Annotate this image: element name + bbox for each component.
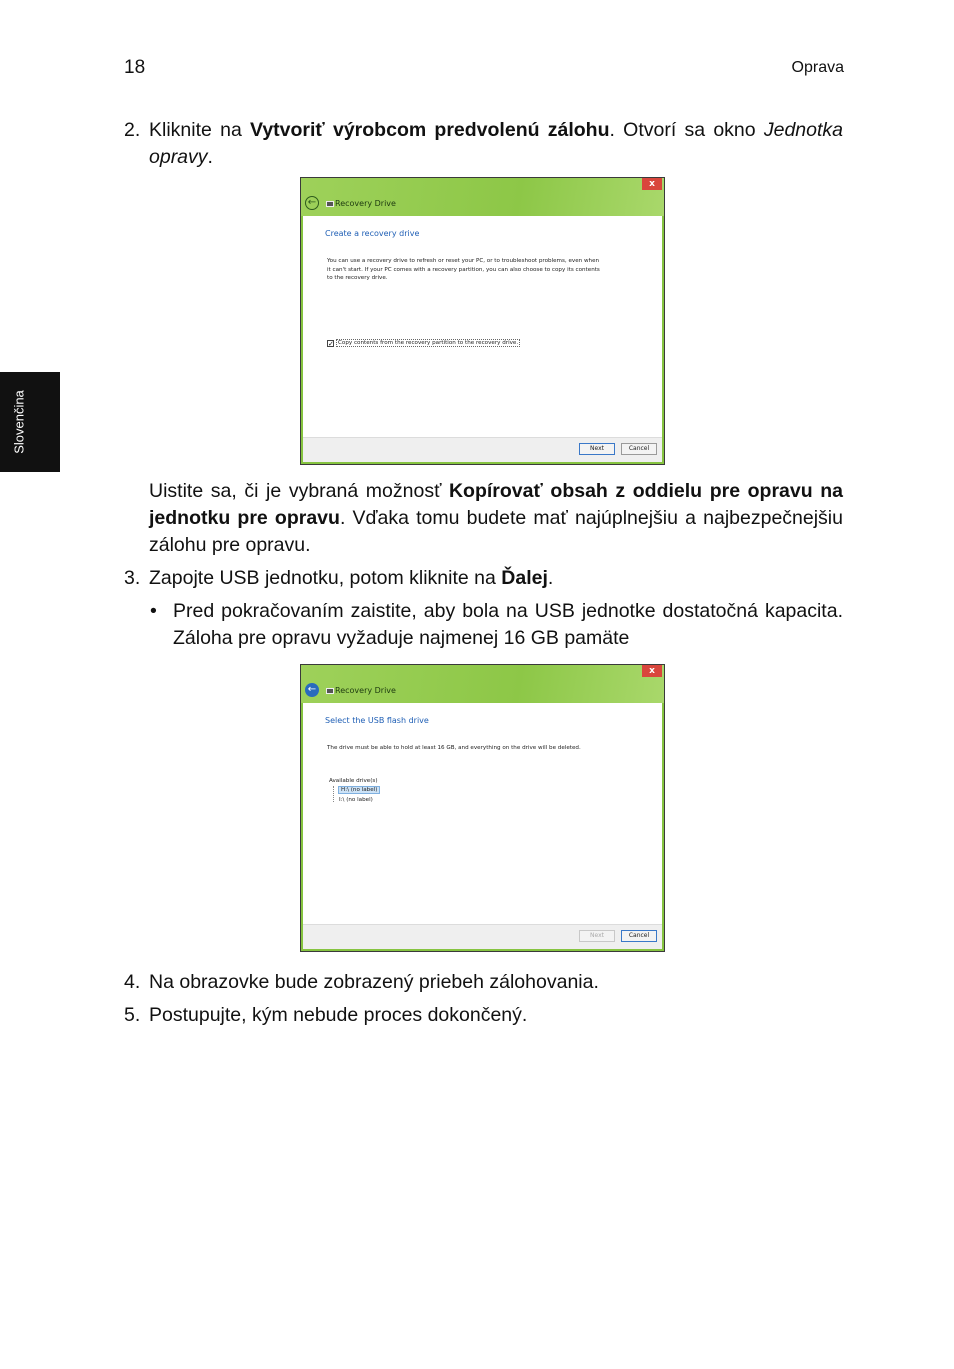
page-number: 18: [124, 57, 146, 78]
step-3-text: Zapojte USB jednotku, potom kliknite na Ďalej.: [149, 567, 554, 589]
language-label: Slovenčina: [11, 390, 27, 454]
window-2-body: The drive must be able to hold at least 16 GB, and everything on the drive will be deleted.: [327, 745, 581, 751]
step-4-text: Na obrazovke bude zobrazený priebeh zálohovania.: [149, 971, 599, 993]
recovery-drive-window-1: [300, 177, 665, 465]
step-5-text: Postupujte, kým nebude proces dokončený.: [149, 1004, 528, 1026]
drive-icon: [326, 688, 334, 694]
bullet-glyph: •: [150, 600, 157, 622]
cancel-button[interactable]: Cancel: [621, 930, 657, 942]
next-button[interactable]: Next: [579, 930, 615, 942]
back-arrow-icon[interactable]: ←: [305, 196, 319, 210]
step-2-number: 2.: [124, 119, 141, 141]
step-2-bold: Vytvoriť výrobcom predvolenú zálohu: [250, 119, 610, 141]
back-arrow-icon[interactable]: ←: [305, 683, 319, 697]
note-paragraph: Uistite sa, či je vybraná možnosť Kopírovať obsah z oddielu pre opravu na jednotku pre opravu. Vďaka tomu budete mať najúplnejšiu a najbezpečnejšiu zálohu pre opravu.: [149, 480, 843, 556]
language-side-tab: [0, 372, 60, 472]
note-bold: Kopírovať obsah z oddielu pre opravu na jednotku pre opravu: [149, 480, 843, 529]
drive-list-item[interactable]: [338, 787, 380, 793]
drive-i-item[interactable]: I:\ (no label): [339, 797, 373, 803]
recovery-drive-window-2: [300, 664, 665, 952]
window-1-title: Recovery Drive: [335, 199, 396, 208]
next-button[interactable]: Next: [579, 443, 615, 455]
close-button[interactable]: x: [642, 178, 662, 190]
window-1-heading: Create a recovery drive: [325, 229, 420, 238]
step-3-number: 3.: [124, 567, 141, 589]
window-2-footer: [303, 924, 662, 949]
window-2-heading: Select the USB flash drive: [325, 716, 429, 725]
available-drives-label: Available drive(s): [329, 778, 378, 784]
drive-h-item[interactable]: H:\ (no label): [338, 786, 380, 794]
window-1-body: You can use a recovery drive to refresh or reset your PC, or to troubleshoot problems, even when it can't start. If your PC comes with a recovery partition, you can also choose to copy its contents to the recovery drive.: [327, 258, 600, 281]
window-2-titlebar: [301, 665, 664, 703]
step-5-number: 5.: [124, 1004, 141, 1026]
step-2-italic: Jednotka opravy: [149, 119, 844, 168]
cancel-button[interactable]: Cancel: [621, 443, 657, 455]
window-2-title: Recovery Drive: [335, 686, 396, 695]
copy-partition-label[interactable]: Copy contents from the recovery partition to the recovery drive.: [338, 340, 519, 346]
window-1-footer: [303, 437, 662, 462]
bullet-text: Pred pokračovaním zaistite, aby bola na USB jednotke dostatočná kapacita. Záloha pre opravu vyžaduje najmenej 16 GB pamäte: [173, 600, 843, 649]
step-3-bold: Ďalej: [501, 567, 548, 589]
section-title: Oprava: [791, 59, 844, 76]
step-2-text: Kliknite na Vytvoriť výrobcom predvolenú zálohu. Otvorí sa okno Jednotka opravy.: [149, 119, 844, 168]
copy-partition-checkbox[interactable]: ✓: [328, 340, 334, 348]
window-1-titlebar: [301, 178, 664, 216]
close-button[interactable]: x: [642, 665, 662, 677]
step-4-number: 4.: [124, 971, 141, 993]
drive-icon: [326, 201, 334, 207]
